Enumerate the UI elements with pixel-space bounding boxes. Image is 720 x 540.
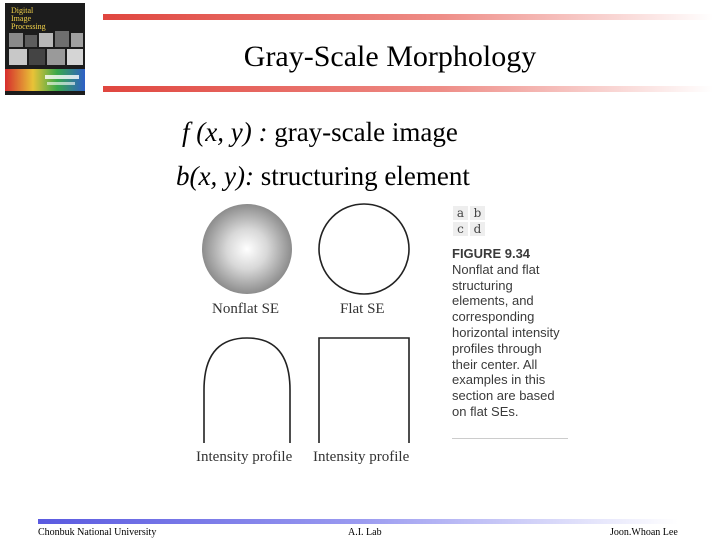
intensity-profile-label-left: Intensity profile [196, 449, 293, 465]
footer-lab: A.I. Lab [348, 527, 382, 538]
book-cover-line: Digital [11, 6, 34, 15]
footer-author: Joon.Whoan Lee [610, 527, 678, 538]
flat-intensity-profile [319, 338, 409, 443]
book-cover-line: Processing [11, 22, 46, 31]
definition-gray-scale-image [182, 116, 458, 148]
panel-letter-b: b [470, 206, 485, 220]
definition-text: structuring element [260, 161, 470, 191]
definition-text: gray-scale image [274, 117, 458, 147]
figure-panel-grid [453, 206, 485, 237]
flat-se-disk [319, 204, 409, 294]
flat-se-label: Flat SE [340, 301, 385, 317]
nonflat-se-disk [202, 204, 292, 294]
definition-math: f (x, y) : [182, 117, 268, 147]
book-cover-image [5, 3, 85, 95]
slide-title: Gray-Scale Morphology [243, 40, 537, 73]
intensity-profile-label-right: Intensity profile [313, 449, 410, 465]
figure-drawing [190, 198, 440, 473]
nonflat-se-label: Nonflat SE [212, 301, 280, 317]
header-top-bar [103, 14, 713, 20]
definition-math: b(x, y): [176, 161, 254, 191]
figure-caption [452, 246, 568, 420]
header-bottom-bar [103, 86, 713, 92]
panel-letter-c: c [453, 222, 468, 236]
figure-9-34 [190, 198, 440, 473]
panel-letter-a: a [453, 206, 468, 220]
book-cover-title [11, 7, 46, 31]
definition-structuring-element [176, 160, 470, 192]
book-cover-line: Image [11, 14, 31, 23]
figure-number: FIGURE 9.34 [452, 246, 531, 261]
footer-university: Chonbuk National University [38, 527, 157, 538]
nonflat-intensity-profile [204, 338, 290, 443]
caption-divider [452, 438, 568, 439]
figure-caption-text: Nonflat and flat structuring elements, and corresponding horizontal intensity profiles through their center. All examples in this section are based on flat SEs. [452, 261, 560, 419]
footer-bar [38, 519, 678, 524]
panel-letter-d: d [470, 222, 485, 236]
